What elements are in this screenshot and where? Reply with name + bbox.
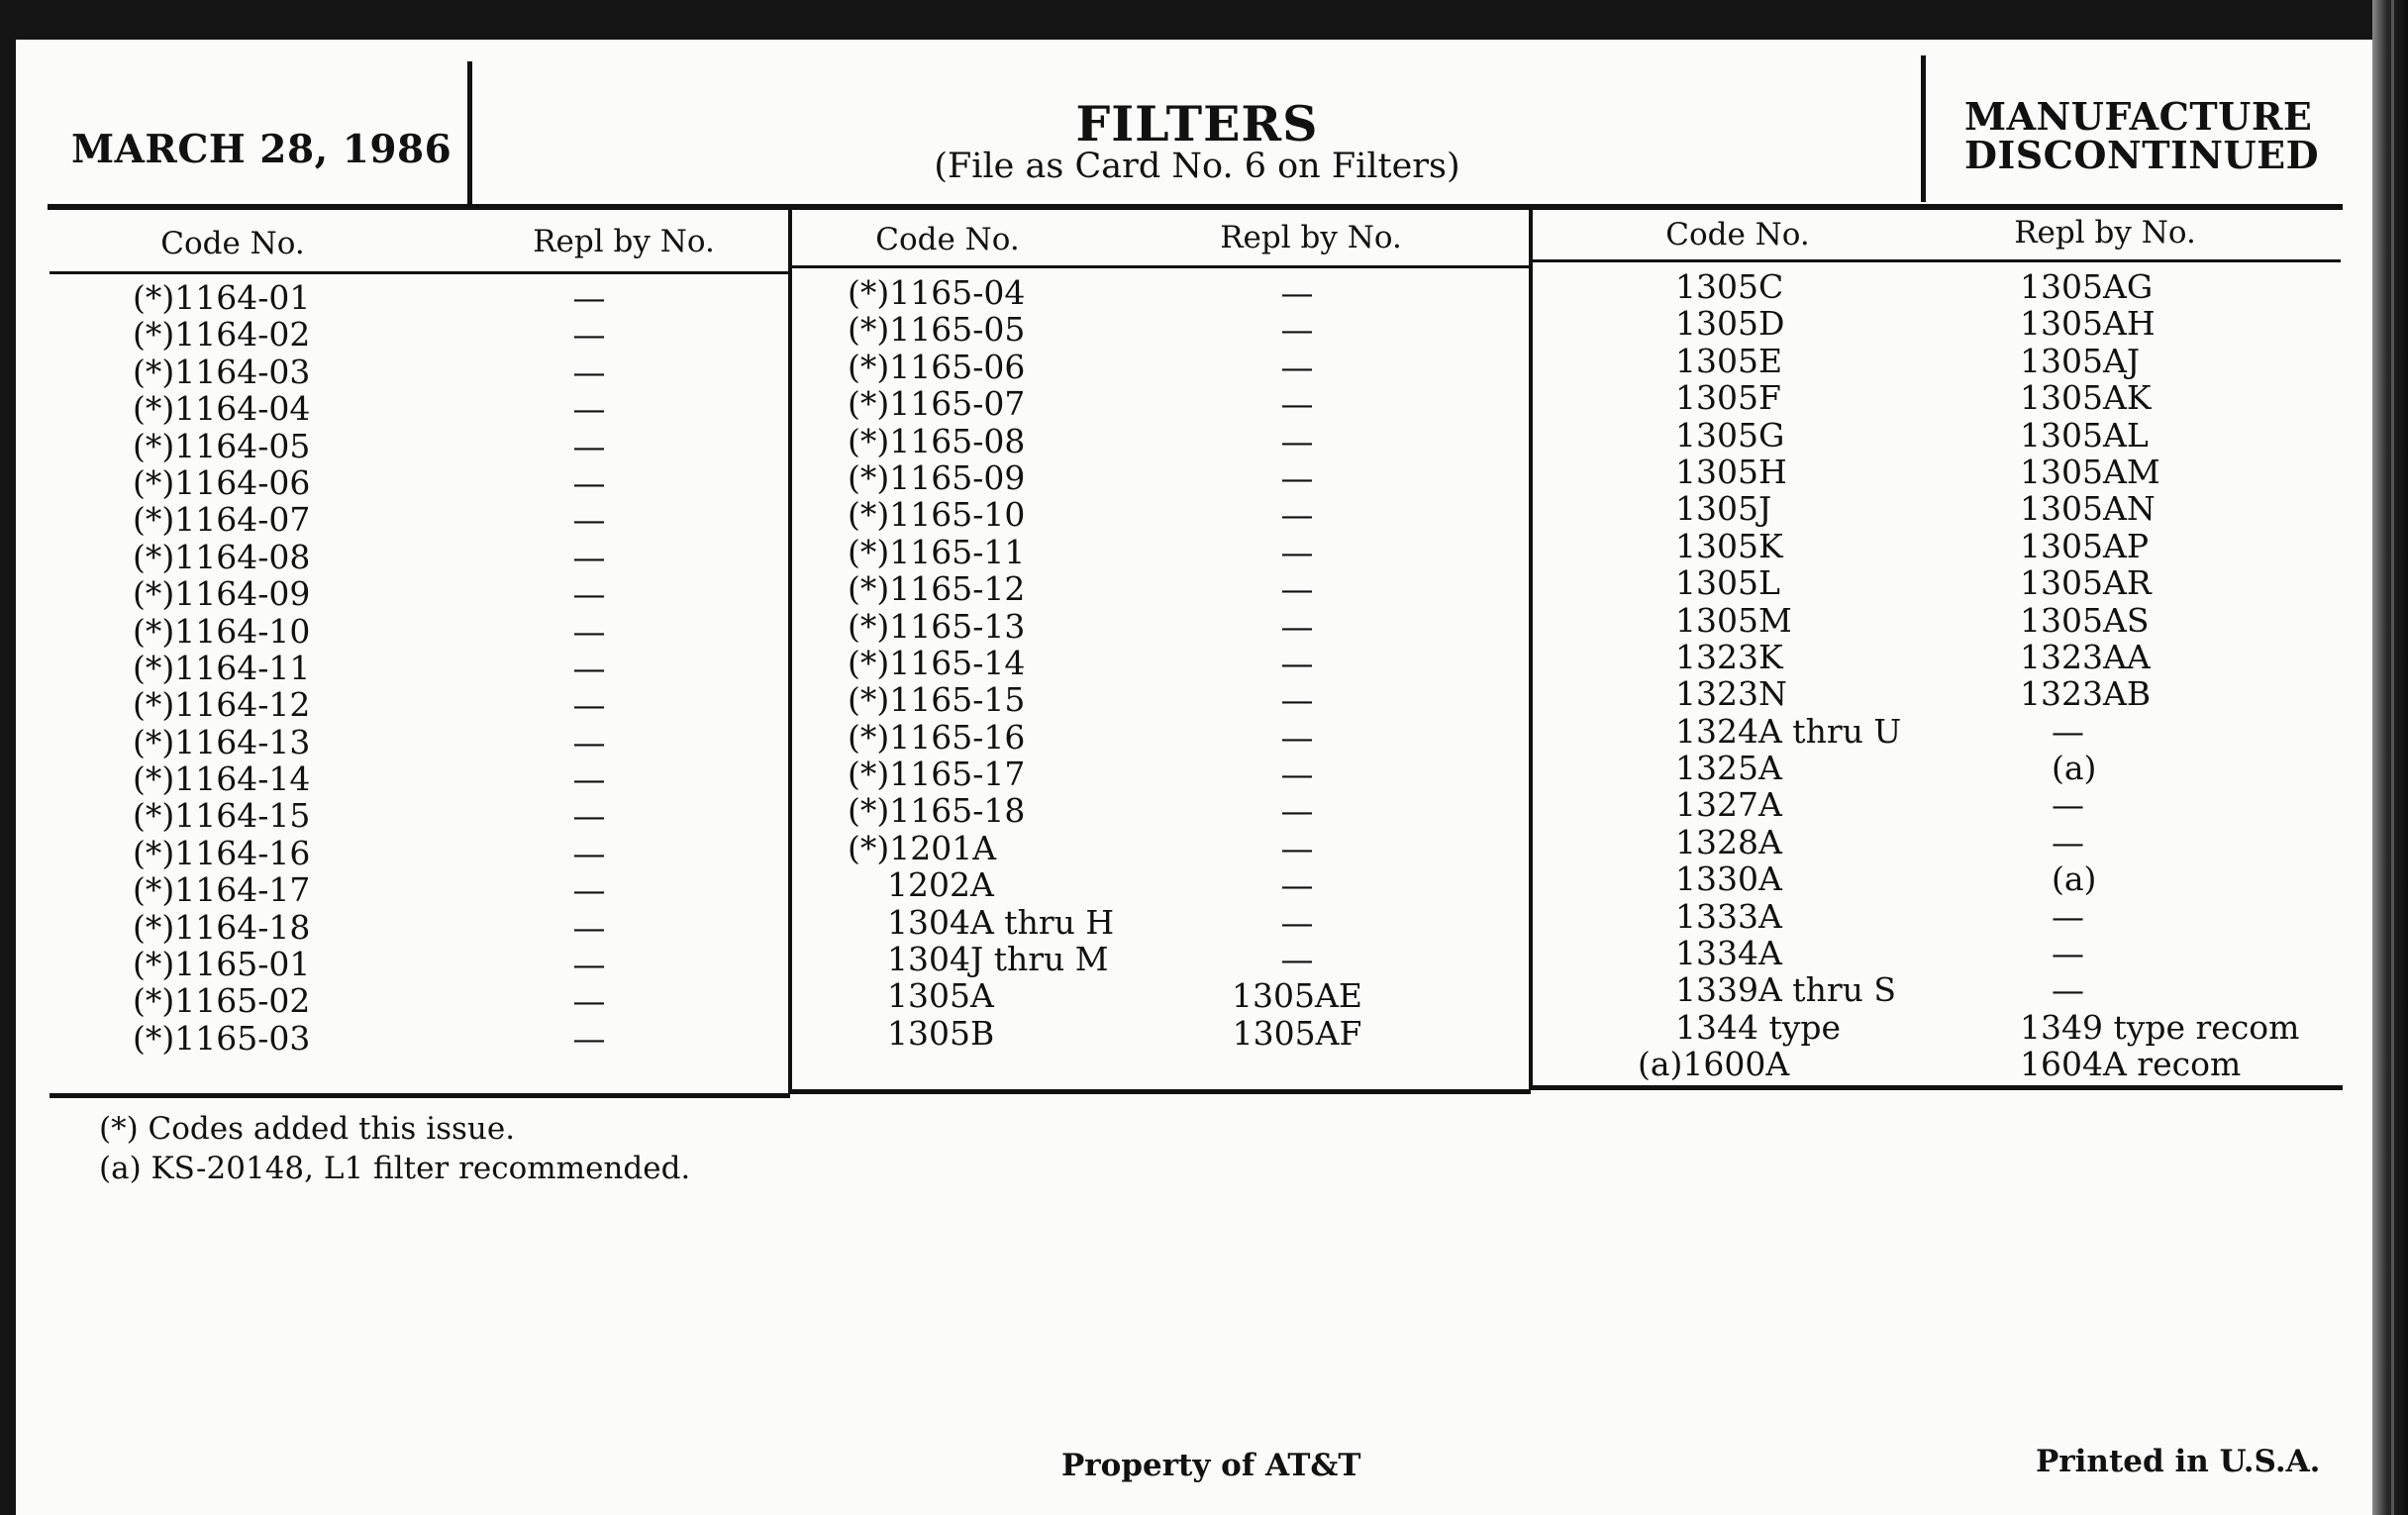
repl-cell: — [1280, 680, 1314, 720]
repl-cell: — [572, 426, 606, 465]
code-cell: 1305E [1675, 341, 1783, 380]
code-cell: 1305D [1675, 304, 1785, 344]
repl-cell: — [572, 537, 606, 576]
repl-cell: — [2052, 785, 2084, 825]
code-cell: 1305M [1675, 600, 1792, 640]
page-subtitle: (File as Card No. 6 on Filters) [934, 147, 1460, 186]
status-line-1: MANUFACTURE [1964, 94, 2313, 139]
repl-cell: 1323AA [2020, 637, 2151, 676]
code-cell: (*)1164-01 [133, 278, 311, 317]
repl-cell: — [1280, 384, 1314, 424]
repl-cell: — [2052, 896, 2084, 936]
repl-cell: — [572, 945, 606, 984]
repl-cell: — [1280, 495, 1314, 535]
repl-cell: — [1280, 310, 1314, 350]
code-cell: (*)1165-17 [848, 755, 1026, 794]
repl-cell: — [1280, 643, 1314, 682]
repl-cell: — [1280, 457, 1314, 497]
code-cell: (*)1164-09 [133, 574, 311, 614]
code-cell: 1305B [887, 1013, 995, 1053]
code-cell: (*)1165-02 [133, 981, 311, 1021]
repl-cell: 1305AH [2020, 304, 2156, 344]
code-cell: (*)1165-13 [848, 606, 1026, 646]
code-cell: (*)1164-07 [133, 500, 311, 540]
code-cell: (*)1165-10 [848, 495, 1026, 535]
code-cell: 1324A thru U [1675, 711, 1902, 751]
repl-cell: — [572, 500, 606, 540]
repl-cell: — [1280, 347, 1314, 386]
code-cell: (*)1164-17 [133, 870, 311, 910]
colhead-rule-2 [790, 265, 1531, 268]
code-cell: (*)1164-08 [133, 537, 311, 576]
table2-repl-list [1218, 274, 1376, 1052]
code-cell: 1328A [1675, 822, 1782, 861]
table3-code-list [1638, 267, 1902, 1084]
print-notice: Printed in U.S.A. [2036, 1444, 2321, 1479]
col-header-code-2: Code No. [875, 222, 1020, 257]
code-cell: (a)1600A [1638, 1045, 1790, 1084]
repl-cell: — [1280, 940, 1314, 979]
repl-cell: — [572, 907, 606, 947]
code-cell: (*)1165-15 [848, 680, 1026, 720]
code-cell: 1305J [1675, 489, 1772, 529]
repl-cell: 1305AK [2020, 378, 2152, 418]
repl-cell: — [572, 389, 606, 429]
code-cell: 1305H [1675, 452, 1787, 491]
code-cell: 1334A [1675, 934, 1782, 973]
code-cell: 1344 type [1675, 1007, 1842, 1047]
repl-cell: — [572, 796, 606, 836]
code-cell: 1304J thru M [887, 940, 1109, 979]
code-cell: (*)1164-02 [133, 315, 311, 354]
code-cell: (*)1165-05 [848, 310, 1026, 350]
code-cell: (*)1164-03 [133, 352, 311, 391]
scan-edge-stripe [2391, 0, 2394, 1515]
repl-cell: — [572, 648, 606, 687]
repl-cell: 1349 type recom [2020, 1007, 2300, 1047]
scan-edge [2372, 0, 2408, 1515]
table1-code-list [133, 279, 310, 1057]
status-line-2: DISCONTINUED [1964, 133, 2320, 177]
repl-cell: — [572, 315, 606, 354]
colhead-rule-1 [50, 271, 790, 274]
repl-cell: 1305AP [2020, 526, 2150, 565]
repl-cell: — [572, 870, 606, 910]
code-cell: (*)1165-07 [848, 384, 1026, 424]
code-cell: (*)1164-15 [133, 796, 311, 836]
code-cell: (*)1165-04 [848, 273, 1026, 312]
code-cell: (*)1201A [848, 828, 997, 867]
col-header-repl-2: Repl by No. [1220, 220, 1402, 255]
code-cell: 1339A thru S [1675, 970, 1896, 1010]
issue-date: MARCH 28, 1986 [71, 127, 452, 172]
repl-cell: — [572, 759, 606, 799]
repl-cell: — [572, 611, 606, 651]
property-notice: Property of AT&T [1061, 1448, 1361, 1483]
repl-cell: — [1280, 569, 1314, 609]
colhead-rule-3 [1531, 259, 2341, 262]
repl-cell: — [2052, 711, 2084, 751]
code-cell: 1305F [1675, 378, 1781, 418]
table-bottom-rule-3 [1531, 1085, 2343, 1090]
repl-cell: — [572, 722, 606, 761]
status-stamp [1964, 94, 2320, 177]
code-cell: (*)1164-06 [133, 462, 311, 502]
repl-cell: — [1280, 865, 1314, 905]
repl-cell: — [572, 685, 606, 725]
repl-cell: 1305AE [1232, 976, 1362, 1016]
code-cell: 1327A [1675, 785, 1782, 825]
code-cell: (*)1165-18 [848, 791, 1026, 831]
repl-cell: (a) [2052, 749, 2097, 788]
code-cell: 1325A [1675, 749, 1782, 788]
repl-cell: 1305AJ [2020, 341, 2141, 380]
table-divider-1 [788, 210, 792, 1093]
repl-cell: 1305AR [2020, 563, 2152, 603]
code-cell: 1305C [1675, 267, 1784, 306]
code-cell: (*)1164-10 [133, 611, 311, 651]
repl-cell: 1305AL [2020, 415, 2149, 454]
code-cell: (*)1164-13 [133, 722, 311, 761]
code-cell: (*)1165-01 [133, 945, 311, 984]
table1-repl-list [554, 279, 624, 1057]
repl-cell: — [572, 352, 606, 391]
repl-cell: — [2052, 970, 2084, 1010]
repl-cell: 1604A recom [2020, 1045, 2242, 1084]
table-bottom-rule-2 [790, 1089, 1531, 1094]
code-cell: 1333A [1675, 896, 1782, 936]
code-cell: 1323N [1675, 674, 1787, 714]
col-header-code-1: Code No. [160, 226, 305, 261]
code-cell: (*)1164-14 [133, 759, 311, 799]
repl-cell: — [1280, 791, 1314, 831]
repl-cell: — [572, 574, 606, 614]
repl-cell: 1305AS [2020, 600, 2150, 640]
table-bottom-rule-1 [50, 1093, 790, 1098]
code-cell: (*)1164-16 [133, 833, 311, 872]
repl-cell: — [1280, 273, 1314, 312]
code-cell: (*)1165-09 [848, 457, 1026, 497]
code-cell: (*)1164-18 [133, 907, 311, 947]
header-rule [48, 204, 2343, 210]
code-cell: (*)1165-03 [133, 1018, 311, 1058]
repl-cell: — [572, 833, 606, 872]
code-cell: (*)1165-06 [848, 347, 1026, 386]
repl-cell: 1305AN [2020, 489, 2156, 529]
code-cell: (*)1164-11 [133, 648, 311, 687]
code-cell: (*)1165-14 [848, 643, 1026, 682]
repl-cell: — [1280, 421, 1314, 460]
table3-repl-list [2020, 268, 2299, 1083]
col-header-repl-1: Repl by No. [533, 224, 715, 259]
col-header-repl-3: Repl by No. [2014, 215, 2196, 251]
code-cell: 1305G [1675, 415, 1785, 454]
repl-cell: — [572, 1018, 606, 1058]
code-cell: (*)1165-11 [848, 532, 1026, 571]
code-cell: (*)1164-04 [133, 389, 311, 429]
code-cell: (*)1164-05 [133, 426, 311, 465]
repl-cell: 1305AF [1232, 1013, 1362, 1053]
repl-cell: — [1280, 902, 1314, 942]
code-cell: 1323K [1675, 637, 1783, 676]
header-divider-right [1921, 55, 1926, 202]
code-cell: 1202A [887, 865, 994, 905]
repl-cell: (a) [2052, 859, 2097, 899]
repl-cell: — [1280, 828, 1314, 867]
repl-cell: — [1280, 755, 1314, 794]
repl-cell: — [572, 981, 606, 1021]
code-cell: (*)1165-16 [848, 717, 1026, 757]
repl-cell: — [2052, 934, 2084, 973]
footnote-star: (*) Codes added this issue. [99, 1111, 516, 1147]
repl-cell: 1323AB [2020, 674, 2152, 714]
repl-cell: — [2052, 822, 2084, 861]
code-cell: 1305A [887, 976, 994, 1016]
code-cell: (*)1165-12 [848, 569, 1026, 609]
code-cell: (*)1164-12 [133, 685, 311, 725]
repl-cell: — [1280, 606, 1314, 646]
repl-cell: — [572, 278, 606, 317]
repl-cell: — [1280, 717, 1314, 757]
repl-cell: 1305AM [2020, 452, 2160, 491]
page-title: FILTERS [1075, 95, 1319, 152]
repl-cell: — [572, 462, 606, 502]
code-cell: 1305K [1675, 526, 1783, 565]
code-cell: (*)1165-08 [848, 421, 1026, 460]
repl-cell: 1305AG [2020, 267, 2154, 306]
footnote-a: (a) KS-20148, L1 filter recommended. [99, 1151, 691, 1186]
table2-code-list [848, 274, 1114, 1052]
col-header-code-3: Code No. [1665, 217, 1810, 252]
code-cell: 1304A thru H [887, 902, 1115, 942]
table-divider-2 [1529, 206, 1533, 1089]
code-cell: 1305L [1675, 563, 1780, 603]
code-cell: 1330A [1675, 859, 1782, 899]
repl-cell: — [1280, 532, 1314, 571]
